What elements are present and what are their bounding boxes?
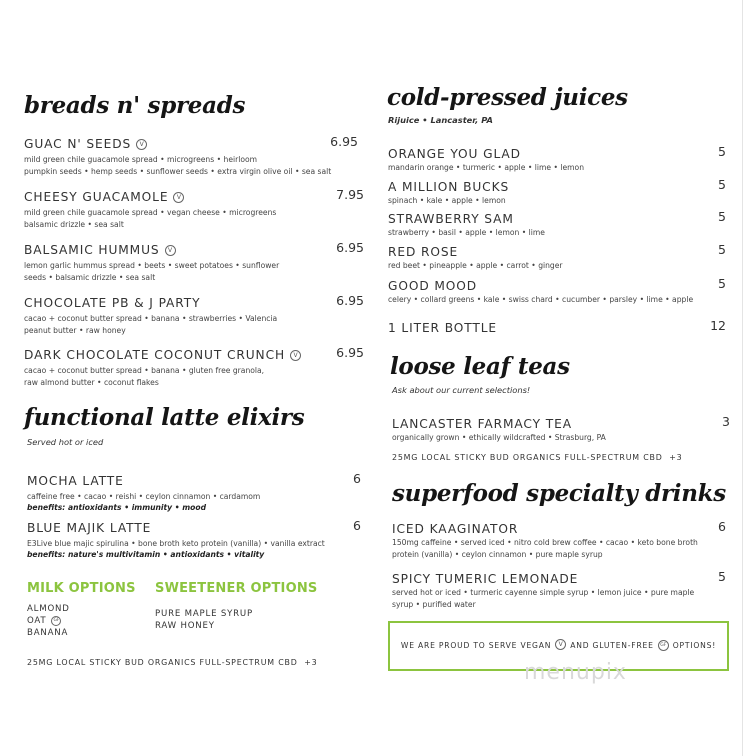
sweetener-option: RAW HONEY [155,621,215,631]
item-name: 1 LITER BOTTLE [388,321,498,335]
gluten-free-icon: GF [51,616,61,626]
section-title-breads: breads n' spreads [24,92,246,119]
drink-spicy-tumeric-lemonade [392,568,726,610]
item-desc: organically grown • ethically wildcrafted • Strasburg, PA [392,433,606,442]
menu-item-dark-chocolate-coconut-crunch [24,344,364,388]
sweetener-options-title: SWEETENER OPTIONS [155,581,318,596]
item-desc: caffeine free • cacao • reishi • ceylon cinnamon • cardamom [27,492,261,501]
item-name: RED ROSE [388,245,459,259]
item-desc: E3Live blue majic spirulina • bone broth keto protein (vanilla) • vanilla extract [27,539,325,548]
item-name: STRAWBERRY SAM [388,212,514,226]
item-desc-line: mild green chile guacamole spread • microgreens • heirloom [24,155,258,164]
item-name: GOOD MOOD [388,279,478,293]
cbd-addon-left [27,658,317,667]
item-price: 5 [718,242,726,257]
juice-good-mood [388,275,726,306]
drink-iced-kaaginator [392,518,726,560]
watermark-logo: menupix [524,660,627,685]
item-price: 6.95 [336,240,364,255]
item-desc-line: lemon garlic hummus spread • beets • sweet potatoes • sunflower [24,261,280,270]
item-name: ICED KAAGINATOR [392,522,519,536]
item-price: 5 [718,209,726,224]
item-name: BALSAMIC HUMMUS [24,243,160,257]
vegan-icon: V [165,245,176,256]
item-desc-line: raw almond butter • coconut flakes [24,377,159,387]
item-desc: red beet • pineapple • apple • carrot • ginger [388,261,563,270]
note-text: OPTIONS! [672,641,717,650]
item-price: 5 [718,569,726,584]
item-desc: spinach • kale • apple • lemon [388,196,506,205]
item-name: LANCASTER FARMACY TEA [392,417,572,431]
item-name: GUAC N' SEEDS [24,137,132,151]
item-name: ORANGE YOU GLAD [388,147,521,161]
item-price: 6.95 [336,293,364,308]
section-title-juices: cold-pressed juices [387,84,628,111]
item-desc-line: pumpkin seeds • hemp seeds • sunflower seeds • extra virgin olive oil • sea salt [24,166,332,176]
section-title-superfood: superfood specialty drinks [392,480,726,507]
item-desc: celery • collard greens • kale • swiss chard • cucumber • parsley • lime • apple [388,295,694,304]
item-name: CHEESY GUACAMOLE [24,190,169,204]
page-edge [742,0,743,756]
cbd-addon-text: 25MG LOCAL STICKY BUD ORGANICS FULL-SPECTRUM CBD [392,453,663,462]
item-desc-line: served hot or iced • turmeric cayenne simple syrup • lemon juice • pure maple [392,588,695,597]
milk-options-title: MILK OPTIONS [27,581,136,596]
section-title-teas: loose leaf teas [390,353,570,380]
milk-option-oat: OAT GF [27,616,60,626]
menu-item-blue-majik-latte [27,517,361,559]
item-price: 3 [722,414,730,429]
item-desc-line: seeds • balsamic drizzle • sea salt [24,272,156,282]
item-desc-line: peanut butter • raw honey [24,325,126,335]
menu-item-chocolate-pbj [24,292,364,336]
note-text: AND GLUTEN-FREE [570,641,654,650]
vegan-icon: V [290,350,301,361]
item-price: 5 [718,144,726,159]
item-desc: strawberry • basil • apple • lemon • lime [388,228,545,237]
vegan-icon: V [173,192,184,203]
note-text: WE ARE PROUD TO SERVE VEGAN [400,641,552,650]
juice-1-liter-bottle [388,317,726,336]
item-desc: mandarin orange • turmeric • apple • lime • lemon [388,163,585,172]
juice-orange-you-glad [388,143,726,174]
tea-lancaster-farmacy [392,413,730,444]
milk-options-list [27,603,70,639]
item-name: BLUE MAJIK LATTE [27,521,152,535]
item-price: 6 [718,519,726,534]
juice-strawberry-sam [388,208,726,239]
milk-option: ALMOND [27,604,70,614]
item-desc-line: 150mg caffeine • served iced • nitro cold brew coffee • cacao • keto bone broth [392,538,698,547]
item-desc-line: cacao + coconut butter spread • banana • gluten free granola, [24,366,265,375]
item-name: A MILLION BUCKS [388,180,510,194]
gluten-free-icon: GF [658,640,669,651]
section-subtitle-teas: Ask about our current selections! [392,385,531,395]
item-price: 6 [353,471,361,486]
item-desc-line: protein (vanilla) • ceylon cinnamon • pure maple syrup [392,549,603,559]
vegan-icon: V [555,639,566,650]
sweetener-options-list [155,608,253,632]
juice-a-million-bucks [388,176,726,207]
cbd-addon-price: +3 [304,658,318,667]
item-name: CHOCOLATE PB & J PARTY [24,296,201,310]
item-price: 6 [353,518,361,533]
item-price: 7.95 [336,187,364,202]
item-desc-line: syrup • purified water [392,599,476,609]
item-benefits: benefits: antioxidants • immunity • mood [27,502,207,512]
cbd-addon-price: +3 [669,453,683,462]
item-desc-line: cacao + coconut butter spread • banana • strawberries • Valencia [24,314,278,323]
menu-item-balsamic-hummus [24,239,364,283]
item-price: 6.95 [336,345,364,360]
item-price: 5 [718,276,726,291]
section-subtitle-latte: Served hot or iced [27,437,104,447]
item-price: 5 [718,177,726,192]
sweetener-option: PURE MAPLE SYRUP [155,609,253,619]
section-subtitle-juices: Rijuice • Lancaster, PA [388,115,493,125]
item-desc-line: balsamic drizzle • sea salt [24,219,124,229]
menu-item-cheesy-guacamole [24,186,364,230]
vegan-icon: V [136,139,147,150]
cbd-addon-text: 25MG LOCAL STICKY BUD ORGANICS FULL-SPECTRUM CBD [27,658,298,667]
menu-item-guac-n-seeds [24,133,364,177]
item-price: 6.95 [330,134,358,149]
item-name: DARK CHOCOLATE COCONUT CRUNCH [24,348,286,362]
section-title-latte: functional latte elixirs [24,404,305,431]
item-benefits: benefits: nature's multivitamin • antioxidants • vitality [27,549,265,559]
item-name: SPICY TUMERIC LEMONADE [392,572,579,586]
menu-item-mocha-latte [27,470,361,512]
juice-red-rose [388,241,726,272]
item-desc-line: mild green chile guacamole spread • vegan cheese • microgreens [24,208,277,217]
item-price: 12 [710,318,726,333]
cbd-addon-right [392,453,682,462]
item-name: MOCHA LATTE [27,474,124,488]
milk-option: BANANA [27,628,69,638]
